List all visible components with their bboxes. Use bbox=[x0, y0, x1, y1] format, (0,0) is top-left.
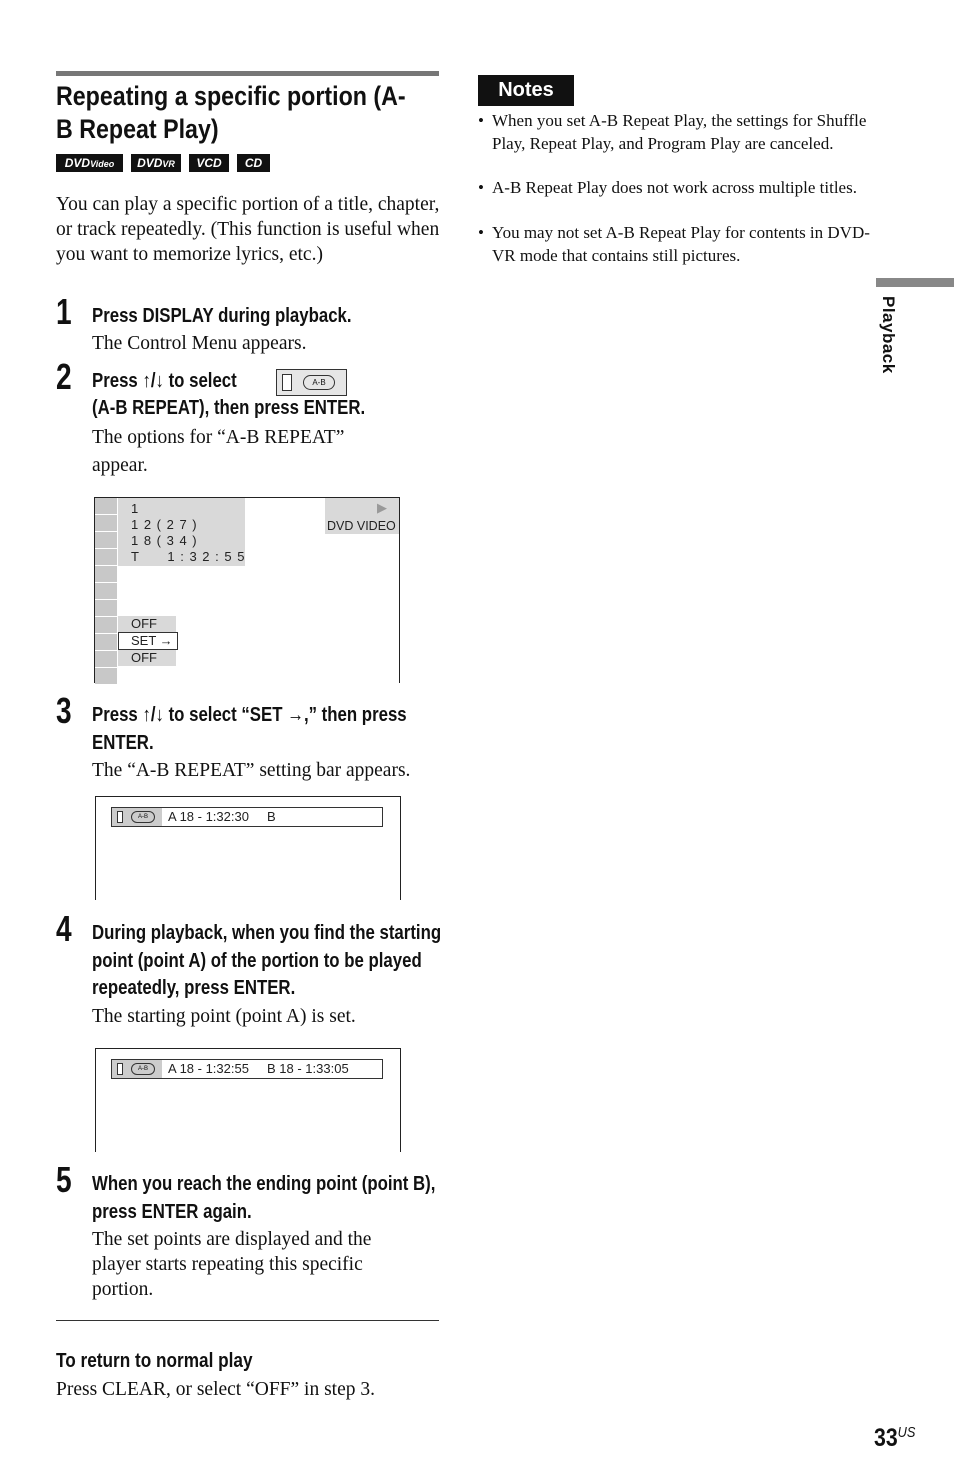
disc-icon bbox=[117, 811, 123, 823]
cd-badge: CD bbox=[237, 154, 270, 172]
menu-icon-cell bbox=[95, 498, 117, 515]
step-5-heading: When you reach the ending point (point B), press ENTER again. bbox=[92, 1173, 436, 1223]
return-body: Press CLEAR, or select “OFF” in step 3. bbox=[56, 1379, 376, 1400]
step-2-heading-a: Press ↑/↓ to select bbox=[92, 370, 237, 392]
menu-icon-cell bbox=[95, 515, 117, 532]
setting-bar-screen-2 bbox=[95, 1048, 401, 1152]
ab-label-icon: A-B bbox=[303, 375, 335, 390]
dvd-vr-badge: DVDVR bbox=[131, 154, 181, 172]
ab-repeat-icon bbox=[276, 369, 347, 396]
setting-bar-screen-1 bbox=[95, 796, 401, 900]
step-3-body: The “A-B REPEAT” setting bar appears. bbox=[92, 760, 411, 781]
step-1-heading: Press DISPLAY during playback. bbox=[92, 305, 352, 327]
step-5-number: 5 bbox=[56, 1159, 72, 1200]
ab-repeat-bar-icon bbox=[112, 1060, 162, 1078]
step-2-body: The options for “A-B REPEAT” appear. bbox=[92, 427, 345, 476]
disc-icon bbox=[117, 1063, 123, 1075]
ab-repeat-setting-bar bbox=[111, 807, 383, 827]
step-1-body: The Control Menu appears. bbox=[92, 333, 307, 354]
notes-label: Notes bbox=[478, 75, 574, 106]
note-item: • A-B Repeat Play does not work across multiple titles. bbox=[478, 178, 857, 197]
step-2-number: 2 bbox=[56, 356, 72, 397]
step-3-heading: Press ↑/↓ to select “SET →,” then press ENTER. bbox=[92, 704, 407, 754]
menu-icon-cell bbox=[95, 583, 117, 600]
page-number: $33^{US}$ bbox=[874, 1424, 916, 1452]
control-menu-screen bbox=[94, 497, 400, 683]
chapter-number: 1 2 ( 2 7 ) bbox=[131, 517, 198, 532]
disc-icon bbox=[282, 374, 292, 391]
step-3-number: 3 bbox=[56, 690, 72, 731]
menu-icon-cell bbox=[95, 651, 117, 668]
vcd-badge: VCD bbox=[189, 154, 229, 172]
option-off-1[interactable]: OFF bbox=[131, 616, 157, 631]
step-4-body: The starting point (point A) is set. bbox=[92, 1006, 356, 1027]
page-title: Repeating a specific portion (A-B Repeat Play) bbox=[56, 81, 406, 144]
ab-points-text: A 18 - 1:32:55 B 18 - 1:33:05 bbox=[168, 1061, 349, 1076]
menu-icon-cell bbox=[95, 532, 117, 549]
title-number: 1 bbox=[131, 501, 139, 516]
return-heading: To return to normal play bbox=[56, 1350, 253, 1372]
option-set[interactable]: SET → bbox=[131, 633, 173, 648]
ab-repeat-bar-icon bbox=[112, 808, 162, 826]
side-tab-rule bbox=[876, 278, 954, 287]
step-4-heading: During playback, when you find the starting point (point A) of the portion to be played repeatedly, press ENTER. bbox=[92, 922, 442, 999]
dvd-video-badge: DVDVideo bbox=[56, 154, 123, 172]
menu-icon-cell bbox=[95, 634, 117, 651]
play-icon: ▶ bbox=[377, 500, 387, 515]
time-readout: T 1 : 3 2 : 5 5 bbox=[131, 549, 246, 564]
menu-icon-cell bbox=[95, 566, 117, 583]
step-5-body: The set points are displayed and the player starts repeating this specific portion. bbox=[92, 1229, 372, 1300]
step-4-number: 4 bbox=[56, 908, 72, 949]
menu-icon-cell bbox=[95, 617, 117, 634]
note-item: • When you set A-B Repeat Play, the settings for Shuffle Play, Repeat Play, and Program Play are canceled. bbox=[478, 111, 867, 153]
ab-label-icon: A-B bbox=[131, 811, 155, 823]
step-1-number: 1 bbox=[56, 291, 72, 332]
track-number: 1 8 ( 3 4 ) bbox=[131, 533, 198, 548]
menu-icon-cell bbox=[95, 600, 117, 617]
menu-icon-cell bbox=[95, 668, 117, 685]
ab-points-text: A 18 - 1:32:30 B bbox=[168, 809, 276, 824]
section-divider bbox=[56, 1320, 439, 1321]
note-item: • You may not set A-B Repeat Play for contents in DVD-VR mode that contains still pictures. bbox=[478, 223, 870, 265]
menu-icon-cell bbox=[95, 549, 117, 566]
intro-text: You can play a specific portion of a title, chapter, or track repeatedly. (This function is useful when you want to memorize lyrics, etc.) bbox=[56, 194, 440, 265]
ab-repeat-setting-bar bbox=[111, 1059, 383, 1079]
disc-type-label: DVD VIDEO bbox=[327, 519, 396, 533]
side-tab-label: Playback bbox=[879, 296, 898, 374]
step-2-heading-b: (A-B REPEAT), then press ENTER. bbox=[92, 397, 366, 419]
title-rule bbox=[56, 71, 439, 76]
ab-label-icon: A-B bbox=[131, 1063, 155, 1075]
option-off-2[interactable]: OFF bbox=[131, 650, 157, 665]
